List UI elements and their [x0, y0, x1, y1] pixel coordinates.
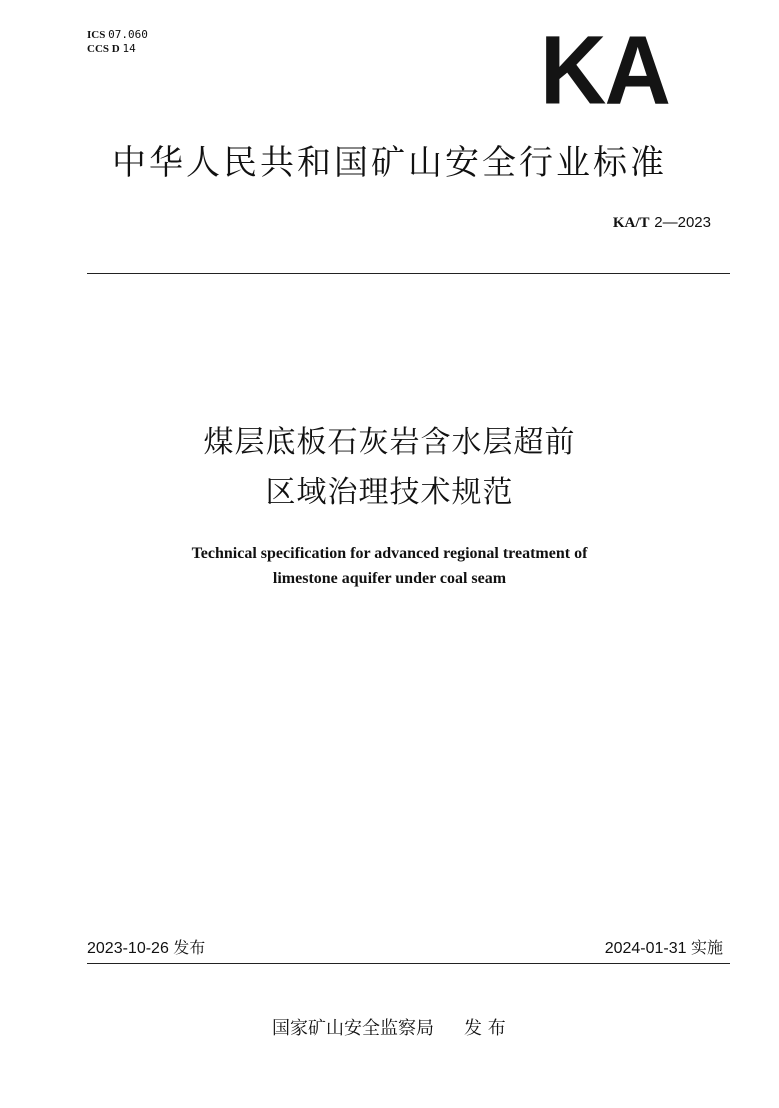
ka-logo: KA: [540, 16, 669, 125]
document-title-en: [0, 541, 779, 591]
ics-code: 07.060: [108, 28, 148, 41]
issue-date: 2023-10-26 发布: [87, 940, 206, 957]
document-title-cn-line1: 煤层底板石灰岩含水层超前: [203, 425, 576, 460]
standard-code-number: 2—2023: [654, 214, 711, 231]
document-title-en-line1: Technical specification for advanced regional treatment of: [191, 545, 588, 562]
ccs-line: [87, 42, 148, 56]
top-divider: [87, 273, 730, 274]
standard-title: 中华人民共和国矿山安全行业标准: [112, 143, 667, 183]
publisher-action: 发 布: [464, 1018, 506, 1039]
implementation-date: 2024-01-31 实施: [604, 940, 723, 957]
ics-line: [87, 28, 148, 42]
ics-label: ICS: [87, 29, 106, 41]
standard-code-prefix: KA/T: [612, 215, 650, 231]
document-title-cn-line2: 区域治理技术规范: [265, 475, 514, 510]
document-title-cn: [0, 418, 779, 518]
standard-code: [613, 213, 711, 232]
bottom-divider: [87, 963, 730, 964]
ccs-code: 14: [122, 42, 136, 55]
publisher-name: 国家矿山安全监察局: [272, 1018, 434, 1039]
classification-codes: [87, 28, 148, 56]
document-title-en-line2: limestone aquifer under coal seam: [272, 570, 507, 587]
publisher: [272, 1018, 506, 1040]
ccs-label: CCS D: [87, 43, 120, 55]
